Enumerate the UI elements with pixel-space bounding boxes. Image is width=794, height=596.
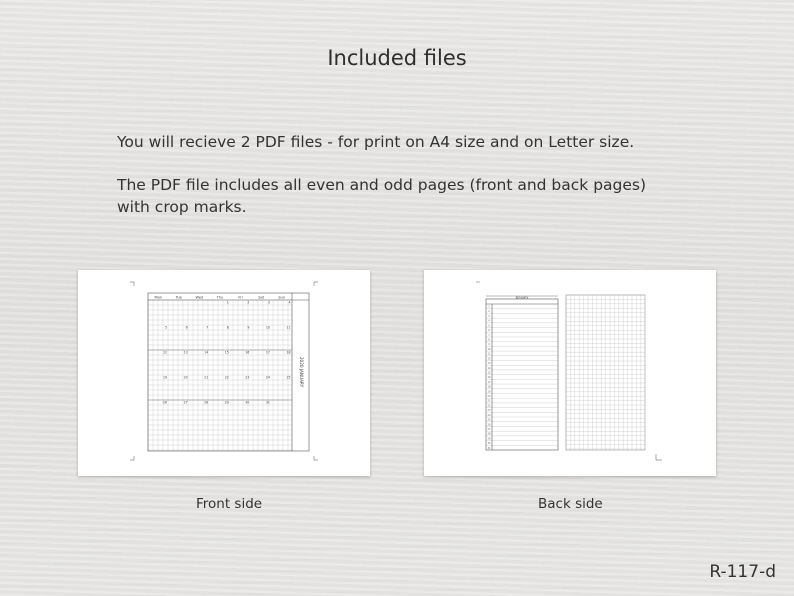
- back-row-number: 5: [488, 324, 490, 328]
- description-line-2: The PDF file includes all even and odd pages (front and back pages): [117, 176, 647, 194]
- back-row-number: 17: [487, 380, 491, 384]
- front-date-number: 22: [224, 375, 229, 380]
- back-side-preview: [424, 270, 716, 476]
- front-date-number: 31: [265, 400, 270, 405]
- description-block-2: [117, 174, 646, 218]
- back-grid-column: [566, 295, 645, 450]
- front-side-caption: Front side: [196, 496, 263, 512]
- back-row-number: 21: [487, 399, 491, 403]
- front-date-number: 7: [206, 325, 209, 330]
- back-row-number: 7: [488, 333, 490, 337]
- front-day-header: Sat: [258, 295, 265, 300]
- front-date-number: 17: [265, 350, 270, 355]
- front-date-number: 21: [204, 375, 209, 380]
- back-row-number: 14: [487, 366, 491, 370]
- back-row-number: 8: [488, 338, 490, 342]
- front-date-number: 4: [288, 300, 291, 305]
- back-row-number: 26: [487, 423, 491, 427]
- back-row-number: 22: [487, 404, 491, 408]
- front-date-number: 24: [265, 375, 270, 380]
- front-date-number: 25: [286, 375, 291, 380]
- front-date-number: 15: [224, 350, 229, 355]
- back-row-number: 10: [487, 347, 491, 351]
- back-month-header: January: [515, 295, 529, 300]
- description-line-1: You will recieve 2 PDF files - for print on A4 size and on Letter size.: [117, 133, 635, 151]
- description-line-3: with crop marks.: [117, 198, 247, 216]
- front-date-number: 1: [226, 300, 229, 305]
- back-row-number: 19: [487, 390, 491, 394]
- front-date-number: 14: [204, 350, 209, 355]
- back-row-number: 1: [488, 305, 490, 309]
- front-date-number: 23: [245, 375, 250, 380]
- front-date-number: 5: [165, 325, 168, 330]
- front-day-header: Wed: [195, 295, 204, 300]
- front-calendar-page: [78, 270, 370, 476]
- back-row-number: 24: [487, 413, 491, 417]
- back-lined-column: [486, 309, 558, 446]
- front-date-number: 13: [183, 350, 188, 355]
- front-day-header: Thu: [216, 295, 224, 300]
- front-date-number: 12: [163, 350, 168, 355]
- back-row-number: 15: [487, 371, 491, 375]
- front-day-header: Fri: [238, 295, 243, 300]
- front-date-number: 16: [245, 350, 250, 355]
- back-row-number: 23: [487, 409, 491, 413]
- back-side-caption: Back side: [538, 496, 603, 512]
- front-date-number: 8: [226, 325, 229, 330]
- back-row-number: 16: [487, 376, 491, 380]
- back-row-number: 28: [487, 432, 491, 436]
- back-row-number: 3: [488, 314, 490, 318]
- back-row-number: 31: [487, 446, 491, 450]
- front-date-number: 9: [247, 325, 250, 330]
- front-date-number: 11: [286, 325, 291, 330]
- back-row-number: 13: [487, 362, 491, 366]
- back-row-number: 9: [488, 343, 490, 347]
- back-planner-page: [424, 270, 716, 476]
- product-code: R-117-d: [709, 562, 776, 582]
- back-row-number: 12: [487, 357, 491, 361]
- front-date-number: 3: [267, 300, 270, 305]
- front-calendar-frame: [148, 293, 309, 451]
- front-date-number: 19: [163, 375, 168, 380]
- front-date-number: 6: [185, 325, 188, 330]
- back-row-number: 2: [488, 310, 490, 314]
- front-day-header: Tue: [175, 295, 182, 300]
- front-crop-marks: [130, 282, 318, 460]
- front-date-number: 30: [245, 400, 250, 405]
- front-day-header: Sun: [278, 295, 286, 300]
- back-row-number: 11: [487, 352, 491, 356]
- back-row-number: 20: [487, 395, 491, 399]
- back-row-number: 4: [488, 319, 490, 323]
- back-row-number: 25: [487, 418, 491, 422]
- front-date-number: 2: [247, 300, 250, 305]
- front-month-label: 2020 JANUARY: [299, 356, 304, 388]
- front-date-number: 28: [204, 400, 209, 405]
- back-row-number: 29: [487, 437, 491, 441]
- page-title: Included files: [327, 46, 467, 70]
- front-date-number: 18: [286, 350, 291, 355]
- front-date-number: 20: [183, 375, 188, 380]
- front-grid-lines: [148, 300, 292, 451]
- front-date-number: 10: [265, 325, 270, 330]
- front-day-header: Mon: [154, 295, 163, 300]
- front-date-number: 26: [163, 400, 168, 405]
- back-row-number: 30: [487, 442, 491, 446]
- back-row-number: 18: [487, 385, 491, 389]
- back-row-number: 6: [488, 329, 490, 333]
- back-row-number: 27: [487, 427, 491, 431]
- front-date-number: 27: [183, 400, 188, 405]
- front-side-preview: [78, 270, 370, 476]
- front-date-number: 29: [224, 400, 229, 405]
